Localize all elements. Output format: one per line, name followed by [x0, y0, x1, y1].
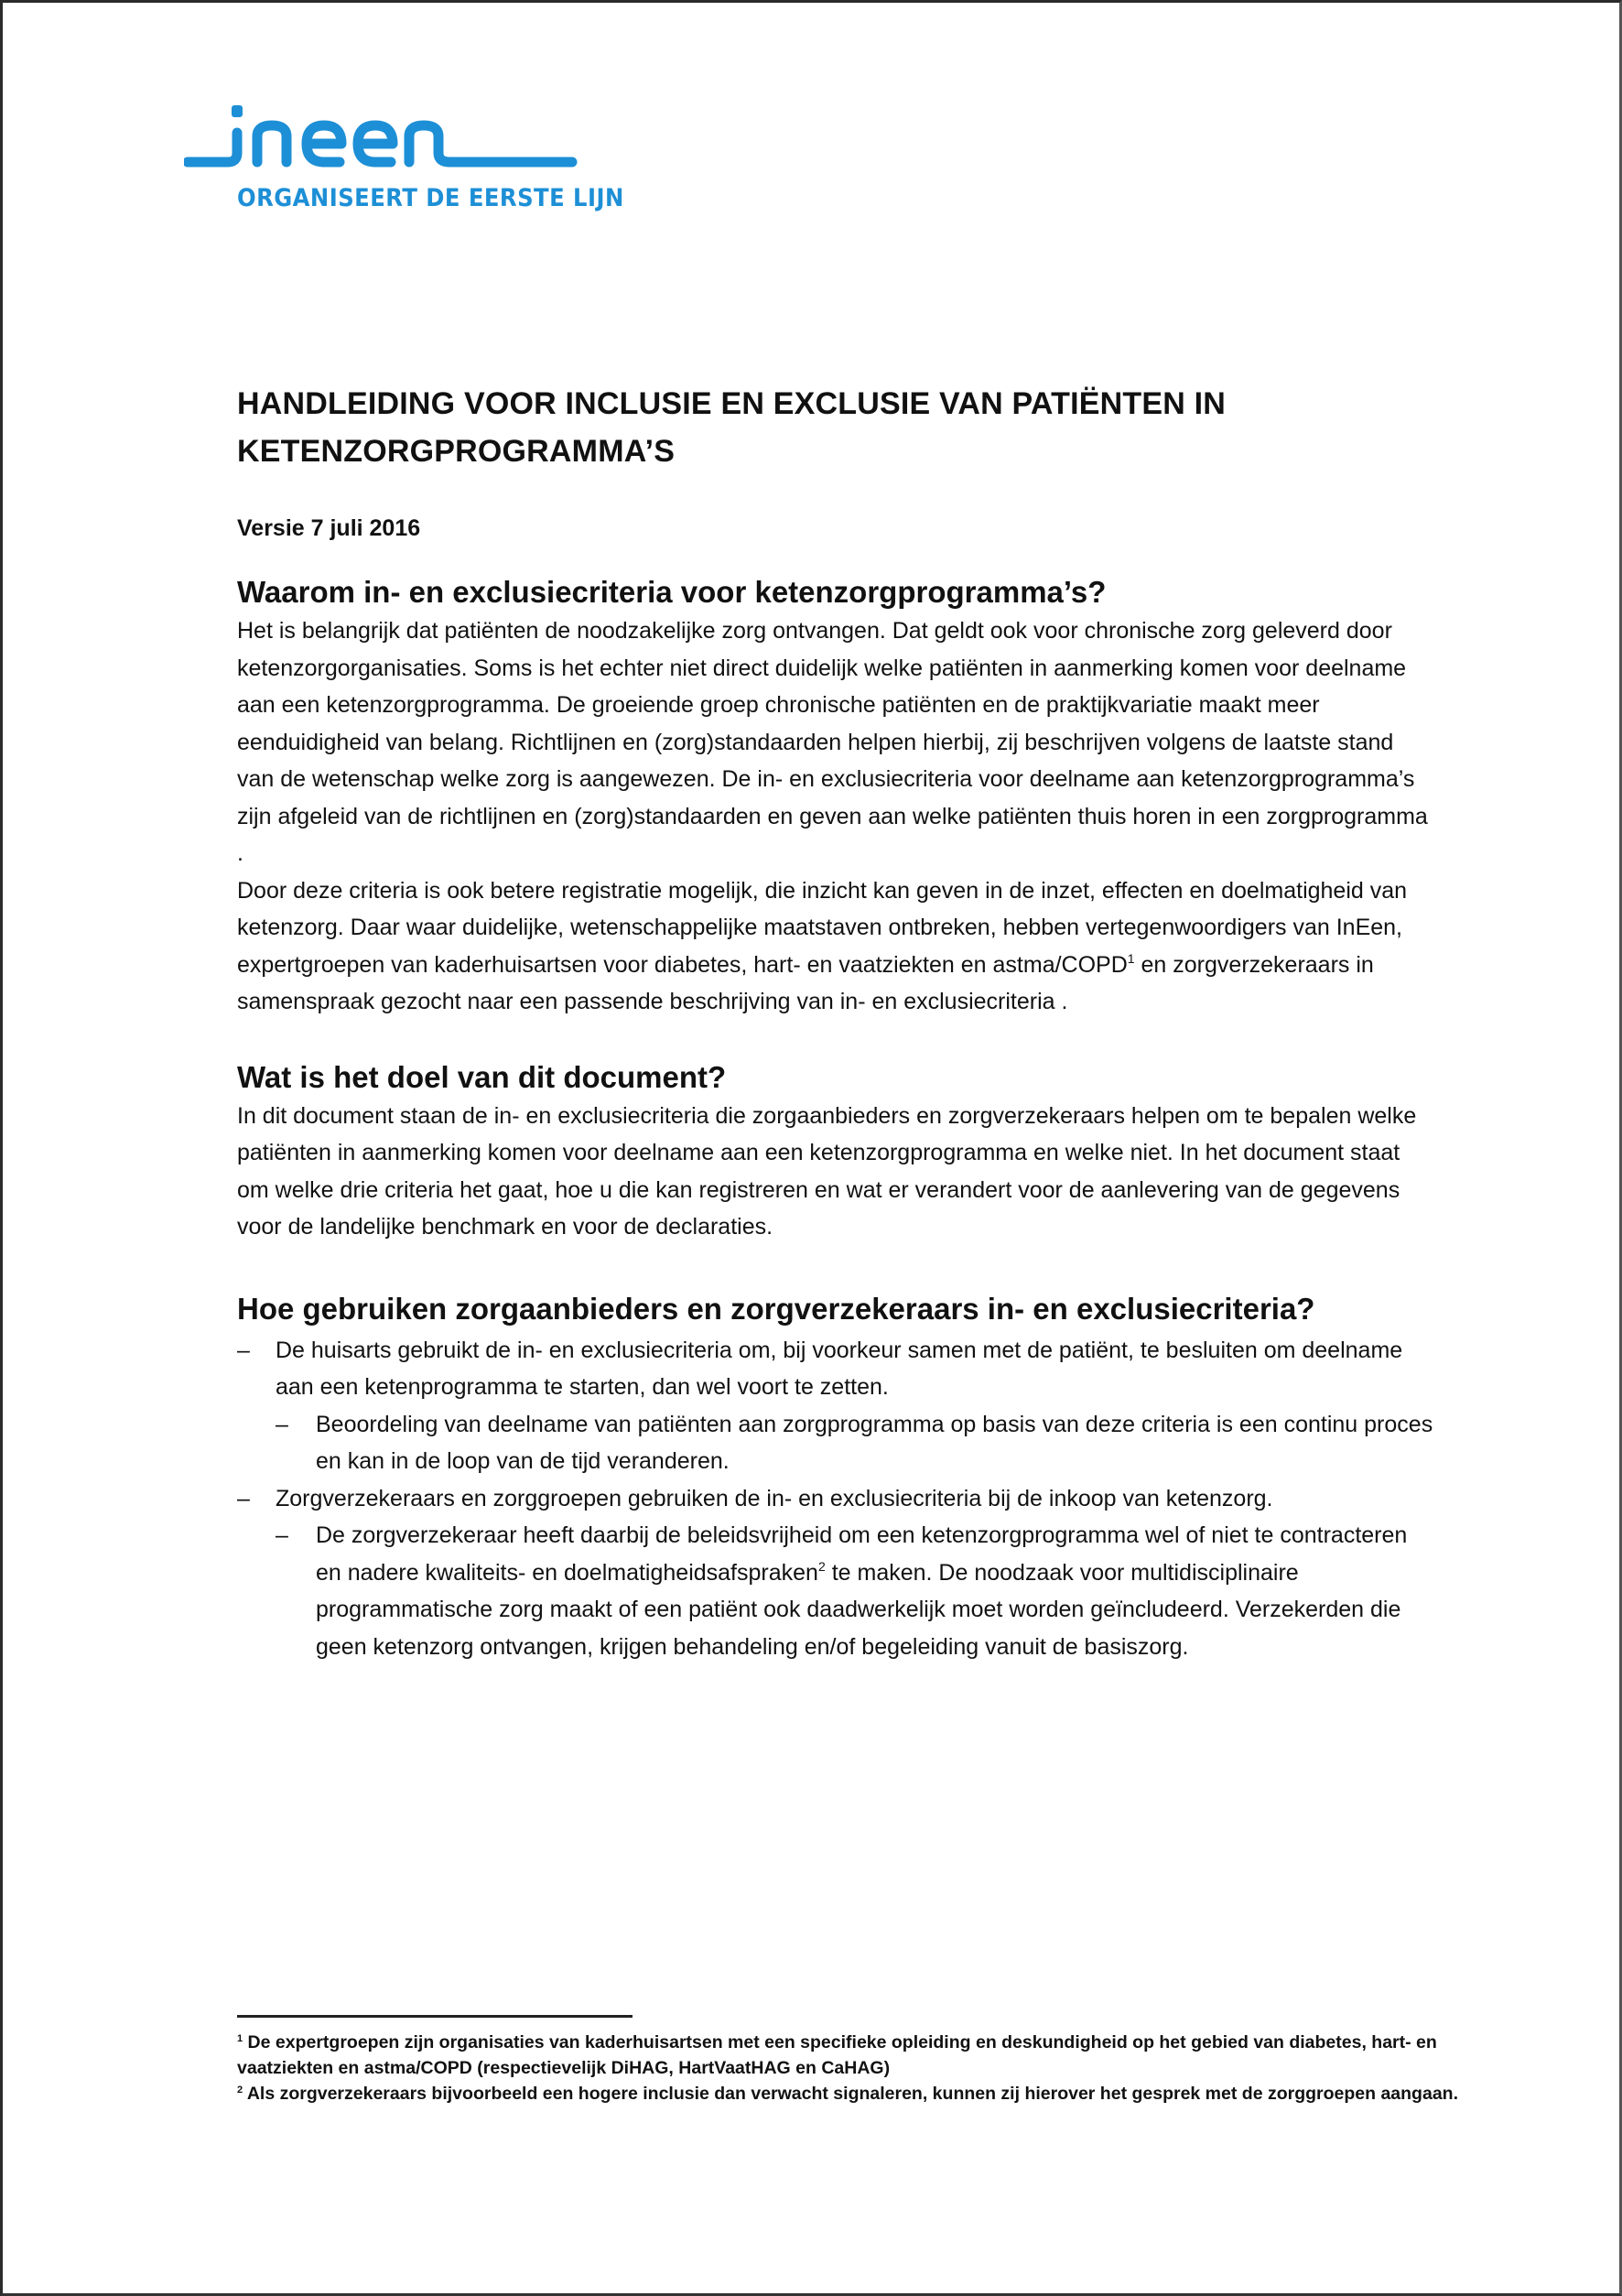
list-item	[276, 1517, 1436, 1665]
footnote-1	[237, 2030, 1491, 2081]
list-item-text: Beoordeling van deelname van patiënten aan zorgprogramma op basis van deze criteria is een continu proces en kan in de loop van de tijd veranderen.	[316, 1411, 1433, 1474]
document-body	[237, 380, 1436, 1665]
footnote-divider	[237, 2015, 633, 2018]
paragraph: Het is belangrijk dat patiënten de noodzakelijke zorg ontvangen. Dat geldt ook voor chronische zorg geleverd door ketenzorgorganisaties. Soms is het echter niet direct duidelijk welke patiënten in aanmerking komen voor deelname aan een ketenzorgprogramma. De groeiende groep chronische patiënten en de praktijkvariatie maakt meer eenduidigheid van belang. Richtlijnen en (zorg)standaarden helpen hierbij, zij beschrijven volgens de laatste stand van de wetenschap welke zorg is aangewezen. De in- en exclusiecriteria voor deelname aan ketenzorgprogramma’s zijn afgeleid van de richtlijnen en (zorg)standaarden en geven aan welke patiënten thuis horen in een zorgprogramma .	[237, 618, 1428, 866]
title-line-1: HANDLEIDING VOOR INCLUSIE EN EXCLUSIE VAN PATIËNTEN IN	[237, 386, 1226, 421]
paragraph-text: en zorgverzekeraars in samenspraak gezocht naar een passende beschrijving van in- en exclusiecriteria .	[237, 951, 1374, 1014]
section-heading-doel: Wat is het doel van dit document?	[237, 1059, 727, 1094]
dash-bullet-icon: –	[276, 1522, 288, 1548]
bullet-list	[237, 1332, 1436, 1666]
list-item	[276, 1406, 1436, 1480]
paragraph	[237, 872, 1436, 1021]
document-version: Versie 7 juli 2016	[237, 515, 421, 541]
paragraph-text: Door deze criteria is ook betere registratie mogelijk, die inzicht kan geven in de inzet, effecten en doelmatigheid van ketenzorg. Daar waar duidelijke, wetenschappelijke maatstaven ontbreken, hebben vertegenwoordigers van InEen, expertgroepen van kaderhuisartsen voor diabetes, hart- en vaatziekten en astma/COPD	[237, 877, 1408, 978]
footnote-text: Als zorgverzekeraars bijvoorbeeld een hogere inclusie dan verwacht signaleren, kunnen zij hierover het gesprek met de zorggroepen aangaan.	[243, 2084, 1458, 2104]
list-item-text: Zorgverzekeraars en zorggroepen gebruiken de in- en exclusiecriteria bij de inkoop van ketenzorg.	[276, 1485, 1273, 1511]
logo-tagline: ORGANISEERT DE EERSTE LIJN	[237, 184, 624, 212]
document-title	[237, 380, 1436, 475]
footnote-text: De expertgroepen zijn organisaties van kaderhuisartsen met een specifieke opleiding en deskundigheid op het gebied van diabetes, hart- en vaatziekten en astma/COPD (respectievelijk DiHAG, HartVaatHAG en CaHAG)	[237, 2032, 1437, 2078]
footnotes	[237, 2030, 1491, 2106]
footnote-number: 2	[237, 2085, 243, 2096]
dash-bullet-icon: –	[276, 1411, 288, 1437]
section-heading-gebruik: Hoe gebruiken zorgaanbieders en zorgverzekeraars in- en exclusiecriteria?	[237, 1291, 1315, 1326]
footnote-ref-1[interactable]: 1	[1127, 950, 1135, 966]
list-item-text: De huisarts gebruikt de in- en exclusiecriteria om, bij voorkeur samen met de patiënt, te besluiten om deelname aan een ketenprogramma te starten, dan wel voort te zetten.	[276, 1337, 1403, 1400]
section-heading-waarom: Waarom in- en exclusiecriteria voor ketenzorgprogramma’s?	[237, 575, 1107, 609]
footnote-ref-2[interactable]: 2	[817, 1558, 826, 1574]
title-line-2: KETENZORGPROGRAMMA’S	[237, 434, 676, 469]
ineen-wordmark-icon	[184, 98, 578, 180]
footnote-2	[237, 2081, 1491, 2106]
footnote-number: 1	[237, 2033, 243, 2044]
list-item-text: De zorgverzekeraar heeft daarbij de beleidsvrijheid om een ketenzorgprogramma wel of niet te contracteren en nadere kwaliteits- en doelmatigheidsafspraken	[316, 1522, 1408, 1586]
sub-bullet-list	[276, 1517, 1436, 1665]
dash-bullet-icon: –	[237, 1337, 250, 1363]
list-item	[237, 1480, 1436, 1666]
list-item	[237, 1332, 1436, 1480]
paragraph: In dit document staan de in- en exclusiecriteria die zorgaanbieders en zorgverzekeraars helpen om te bepalen welke patiënten in aanmerking komen voor deelname aan een ketenzorgprogramma en welke niet. In het document staat om welke drie criteria het gaat, hoe u die kan registreren en wat er verandert voor de aanlevering van de gegevens voor de landelijke benchmark en voor de declaraties.	[237, 1102, 1417, 1240]
list-item-text: te maken. De noodzaak voor multidisciplinaire programmatische zorg maakt of een patiënt ook daadwerkelijk moet worden geïncludeerd. Verzekerden die geen ketenzorg ontvangen, krijgen behandeling en/of begeleiding vanuit de basiszorg.	[316, 1559, 1401, 1660]
sub-bullet-list	[276, 1406, 1436, 1480]
dash-bullet-icon: –	[237, 1485, 250, 1511]
